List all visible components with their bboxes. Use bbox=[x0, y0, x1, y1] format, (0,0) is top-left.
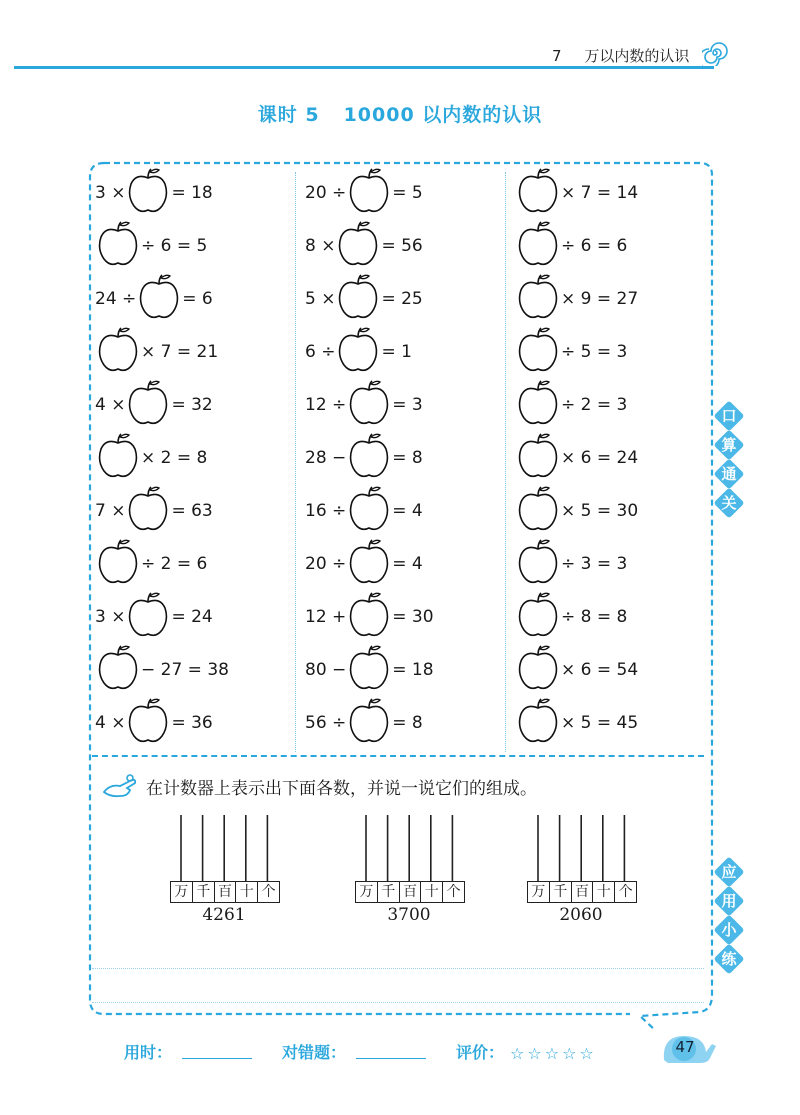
equation-text: 24 ÷ bbox=[95, 289, 137, 309]
equation-row bbox=[305, 486, 423, 536]
equation-row bbox=[515, 380, 627, 430]
apple-blank-icon[interactable] bbox=[515, 590, 561, 645]
apple-blank-icon[interactable] bbox=[125, 590, 171, 645]
place-label: 千 bbox=[378, 882, 400, 902]
equation-text: × 9 = 27 bbox=[561, 289, 639, 309]
equation-text: = 18 bbox=[171, 183, 213, 203]
equation-text: 20 ÷ bbox=[305, 554, 347, 574]
place-label: 万 bbox=[356, 882, 378, 902]
place-label: 百 bbox=[400, 882, 422, 902]
equation-row bbox=[515, 645, 638, 695]
apple-blank-icon[interactable] bbox=[335, 219, 381, 274]
equation-text: ÷ 8 = 8 bbox=[561, 607, 628, 627]
apple-blank-icon[interactable] bbox=[125, 166, 171, 221]
equation-text: ÷ 6 = 5 bbox=[141, 236, 208, 256]
abacus-number: 4261 bbox=[202, 905, 246, 925]
equation-text: ÷ 5 = 3 bbox=[561, 342, 628, 362]
rating-stars[interactable]: ☆☆☆☆☆ bbox=[510, 1044, 597, 1063]
apple-blank-icon[interactable] bbox=[515, 166, 561, 221]
equation-row bbox=[95, 168, 213, 218]
equation-text: = 4 bbox=[392, 501, 423, 521]
equation-text: − 27 = 38 bbox=[141, 660, 229, 680]
apple-blank-icon[interactable] bbox=[346, 378, 392, 433]
column-divider bbox=[505, 172, 506, 752]
lesson-heading: 10000 以内数的认识 bbox=[343, 104, 543, 126]
lesson-label: 课时 5 bbox=[257, 104, 320, 126]
place-value-labels bbox=[170, 881, 280, 903]
apple-blank-icon[interactable] bbox=[346, 484, 392, 539]
apple-blank-icon[interactable] bbox=[515, 219, 561, 274]
equation-text: ÷ 6 = 6 bbox=[561, 236, 628, 256]
apple-blank-icon[interactable] bbox=[515, 643, 561, 698]
place-label: 万 bbox=[528, 882, 550, 902]
equation-row bbox=[305, 433, 423, 483]
equation-row bbox=[515, 168, 638, 218]
equation-text: = 63 bbox=[171, 501, 213, 521]
apple-blank-icon[interactable] bbox=[346, 643, 392, 698]
equation-row bbox=[95, 327, 218, 377]
tab-char: 练 bbox=[716, 946, 742, 972]
apple-blank-icon[interactable] bbox=[515, 537, 561, 592]
place-label: 万 bbox=[171, 882, 193, 902]
chapter-number: 7 bbox=[552, 47, 562, 65]
apple-blank-icon[interactable] bbox=[346, 166, 392, 221]
equation-row bbox=[515, 433, 638, 483]
equation-text: 16 ÷ bbox=[305, 501, 347, 521]
equation-text: = 25 bbox=[381, 289, 423, 309]
equation-row bbox=[95, 274, 213, 324]
abacus bbox=[353, 815, 465, 925]
pointing-hand-icon bbox=[100, 770, 140, 802]
equation-row bbox=[515, 592, 627, 642]
equation-row bbox=[515, 486, 638, 536]
lesson-title bbox=[0, 100, 800, 127]
equation-row bbox=[95, 539, 207, 589]
page-number: 47 bbox=[675, 1038, 695, 1056]
apple-blank-icon[interactable] bbox=[95, 431, 141, 486]
equation-row bbox=[305, 380, 423, 430]
apple-blank-icon[interactable] bbox=[346, 696, 392, 751]
tab-char: 算 bbox=[716, 432, 742, 458]
rating-label: 评价： bbox=[456, 1043, 505, 1062]
column-divider bbox=[295, 172, 296, 752]
apple-blank-icon[interactable] bbox=[95, 219, 141, 274]
apple-blank-icon[interactable] bbox=[515, 378, 561, 433]
equation-text: = 5 bbox=[392, 183, 423, 203]
equation-row bbox=[305, 592, 434, 642]
equation-text: = 1 bbox=[381, 342, 412, 362]
section-divider bbox=[92, 755, 704, 757]
equation-text: 12 ÷ bbox=[305, 395, 347, 415]
equation-row bbox=[305, 168, 423, 218]
apple-blank-icon[interactable] bbox=[346, 590, 392, 645]
application-task bbox=[100, 770, 537, 802]
tab-char: 关 bbox=[716, 490, 742, 516]
equation-text: 20 ÷ bbox=[305, 183, 347, 203]
equation-row bbox=[515, 539, 627, 589]
equation-text: = 32 bbox=[171, 395, 213, 415]
equation-row bbox=[95, 486, 213, 536]
errors-blank[interactable] bbox=[356, 1058, 426, 1059]
header-rule bbox=[14, 66, 714, 69]
equation-row bbox=[95, 433, 207, 483]
equation-row bbox=[95, 645, 229, 695]
equation-text: 4 × bbox=[95, 713, 126, 733]
place-label: 千 bbox=[193, 882, 215, 902]
place-label: 十 bbox=[593, 882, 615, 902]
equation-text: = 36 bbox=[171, 713, 213, 733]
apple-blank-icon[interactable] bbox=[95, 537, 141, 592]
equation-text: 7 × bbox=[95, 501, 126, 521]
equation-row bbox=[95, 221, 207, 271]
apple-blank-icon[interactable] bbox=[515, 272, 561, 327]
equation-text: = 4 bbox=[392, 554, 423, 574]
equation-text: × 7 = 21 bbox=[141, 342, 219, 362]
equation-row bbox=[305, 221, 423, 271]
apple-blank-icon[interactable] bbox=[346, 431, 392, 486]
equation-row bbox=[515, 327, 627, 377]
equation-row bbox=[305, 645, 434, 695]
equation-row bbox=[515, 274, 638, 324]
apple-blank-icon[interactable] bbox=[335, 272, 381, 327]
spiral-icon bbox=[702, 40, 728, 66]
equation-text: = 8 bbox=[392, 713, 423, 733]
place-label: 个 bbox=[446, 884, 461, 900]
chapter-header bbox=[552, 45, 689, 66]
equation-text: 28 − bbox=[305, 448, 347, 468]
equation-text: = 24 bbox=[171, 607, 213, 627]
place-label: 百 bbox=[215, 882, 237, 902]
equation-text: × 6 = 54 bbox=[561, 660, 639, 680]
equation-text: 3 × bbox=[95, 607, 126, 627]
apple-blank-icon[interactable] bbox=[125, 484, 171, 539]
equation-text: × 5 = 30 bbox=[561, 501, 639, 521]
equation-text: = 6 bbox=[182, 289, 213, 309]
place-value-labels bbox=[355, 881, 465, 903]
equation-row bbox=[305, 698, 423, 748]
equation-text: × 2 = 8 bbox=[141, 448, 208, 468]
apple-blank-icon[interactable] bbox=[515, 431, 561, 486]
equation-row bbox=[305, 274, 423, 324]
place-value-labels bbox=[527, 881, 637, 903]
abacus bbox=[525, 815, 637, 925]
tab-char: 口 bbox=[716, 403, 742, 429]
apple-blank-icon[interactable] bbox=[95, 325, 141, 380]
answer-line bbox=[92, 968, 704, 969]
apple-blank-icon[interactable] bbox=[95, 643, 141, 698]
equation-text: × 7 = 14 bbox=[561, 183, 639, 203]
equation-row bbox=[515, 698, 638, 748]
abacus-rods bbox=[168, 815, 280, 881]
abacus-number: 3700 bbox=[387, 905, 431, 925]
equation-text: ÷ 2 = 6 bbox=[141, 554, 208, 574]
equation-row bbox=[305, 539, 423, 589]
place-label: 个 bbox=[618, 884, 633, 900]
equation-text: 80 − bbox=[305, 660, 347, 680]
time-label: 用时： bbox=[124, 1043, 173, 1062]
equation-text: = 18 bbox=[392, 660, 434, 680]
abacus-number: 2060 bbox=[559, 905, 603, 925]
apple-blank-icon[interactable] bbox=[125, 378, 171, 433]
equation-text: 3 × bbox=[95, 183, 126, 203]
apple-blank-icon[interactable] bbox=[515, 696, 561, 751]
tab-char: 应 bbox=[716, 859, 742, 885]
apple-blank-icon[interactable] bbox=[136, 272, 182, 327]
equation-text: 8 × bbox=[305, 236, 336, 256]
equation-row bbox=[95, 698, 213, 748]
place-label: 百 bbox=[572, 882, 594, 902]
apple-blank-icon[interactable] bbox=[515, 484, 561, 539]
equation-text: = 56 bbox=[381, 236, 423, 256]
abacus-rods bbox=[353, 815, 465, 881]
tab-char: 用 bbox=[716, 888, 742, 914]
equation-text: = 30 bbox=[392, 607, 434, 627]
equation-text: × 6 = 24 bbox=[561, 448, 639, 468]
time-blank[interactable] bbox=[182, 1058, 252, 1059]
footer bbox=[124, 1040, 597, 1063]
place-label: 千 bbox=[550, 882, 572, 902]
task-instruction: 在计数器上表示出下面各数，并说一说它们的组成。 bbox=[146, 778, 537, 799]
equation-row bbox=[95, 592, 213, 642]
chapter-title: 万以内数的认识 bbox=[584, 47, 690, 65]
equation-text: = 3 bbox=[392, 395, 423, 415]
equation-row bbox=[305, 327, 412, 377]
equation-text: 4 × bbox=[95, 395, 126, 415]
equation-row bbox=[515, 221, 627, 271]
tab-char: 通 bbox=[716, 461, 742, 487]
equation-text: = 8 bbox=[392, 448, 423, 468]
apple-blank-icon[interactable] bbox=[335, 325, 381, 380]
equation-text: 6 ÷ bbox=[305, 342, 336, 362]
apple-blank-icon[interactable] bbox=[125, 696, 171, 751]
equation-text: 12 + bbox=[305, 607, 347, 627]
side-tab-oral bbox=[716, 400, 746, 519]
apple-blank-icon[interactable] bbox=[515, 325, 561, 380]
answer-line bbox=[92, 1002, 704, 1003]
equation-text: ÷ 3 = 3 bbox=[561, 554, 628, 574]
side-tab-apply bbox=[716, 856, 746, 975]
equation-row bbox=[95, 380, 213, 430]
apple-blank-icon[interactable] bbox=[346, 537, 392, 592]
equation-text: ÷ 2 = 3 bbox=[561, 395, 628, 415]
equation-text: 5 × bbox=[305, 289, 336, 309]
place-label: 个 bbox=[261, 884, 276, 900]
abacus bbox=[168, 815, 280, 925]
place-label: 十 bbox=[236, 882, 258, 902]
place-label: 十 bbox=[421, 882, 443, 902]
equation-text: 56 ÷ bbox=[305, 713, 347, 733]
tab-char: 小 bbox=[716, 917, 742, 943]
equation-text: × 5 = 45 bbox=[561, 713, 639, 733]
errors-label: 对错题： bbox=[282, 1043, 347, 1062]
abacus-rods bbox=[525, 815, 637, 881]
